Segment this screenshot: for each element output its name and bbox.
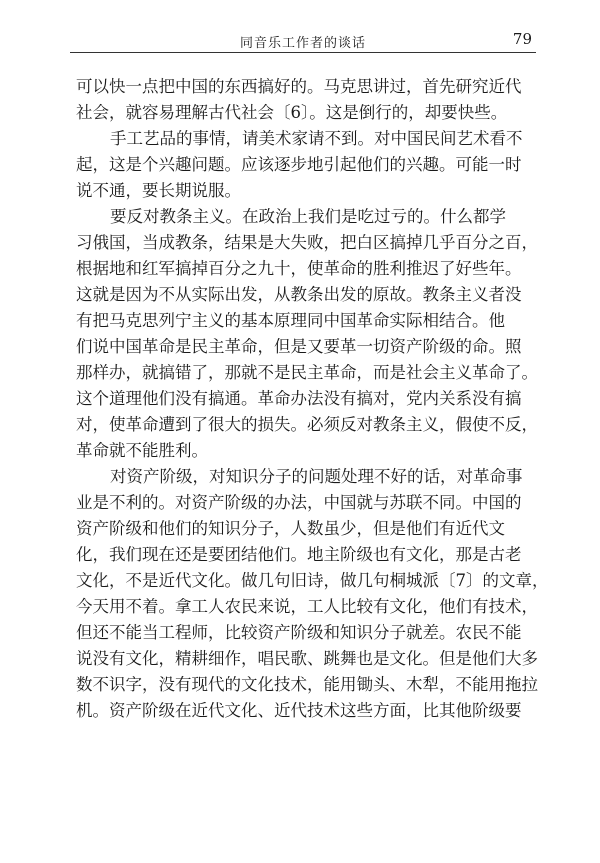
text-line: 社会，就容易理解古代社会〔6〕。这是倒行的，却要快些。: [76, 103, 508, 122]
text-line: 起，这是个兴趣问题。应该逐步地引起他们的兴趣。可能一时: [76, 155, 522, 174]
text-line: 对，使革命遭到了很大的损失。必须反对教条主义，假使不反，: [76, 415, 538, 434]
text-line: 数不识字，没有现代的文化技术，能用锄头、木犁，不能用拖拉: [76, 675, 538, 694]
text-line: 文化，不是近代文化。做几句旧诗，做几句桐城派〔7〕的文章，: [76, 571, 549, 590]
text-line: 这就是因为不从实际出发，从教条出发的原故。教条主义者没: [76, 285, 522, 304]
paragraph: [76, 126, 544, 204]
text-line: 这个道理他们没有搞通。革命办法没有搞对，党内关系没有搞: [76, 389, 522, 408]
text-line: 有把马克思列宁主义的基本原理同中国革命实际相结合。他: [76, 311, 505, 330]
page-header: [70, 30, 536, 53]
text-line: 但还不能当工程师，比较资产阶级和知识分子就差。农民不能: [76, 623, 522, 642]
text-line: 对资产阶级，对知识分子的问题处理不好的话，对革命事: [110, 467, 523, 486]
paragraph: [76, 74, 544, 126]
running-title: 同音乐工作者的谈话: [239, 36, 366, 51]
text-line: 化，我们现在还是要团结他们。地主阶级也有文化，那是古老: [76, 545, 522, 564]
text-line: 革命就不能胜利。: [76, 441, 208, 460]
text-line: 机。资产阶级在近代文化、近代技术这些方面，比其他阶级要: [76, 701, 522, 720]
text-line: 要反对教条主义。在政治上我们是吃过亏的。什么都学: [110, 207, 506, 226]
text-line: 今天用不着。拿工人农民来说，工人比较有文化，他们有技术，: [76, 597, 538, 616]
text-line: 习俄国，当成教条，结果是大失败，把白区搞掉几乎百分之百，: [76, 233, 538, 252]
paragraph: [76, 204, 544, 464]
text-line: 可以快一点把中国的东西搞好的。马克思讲过，首先研究近代: [76, 77, 522, 96]
text-line: 那样办，就搞错了，那就不是民主革命，而是社会主义革命了。: [76, 363, 538, 382]
text-line: 说没有文化，精耕细作，唱民歌、跳舞也是文化。但是他们大多: [76, 649, 538, 668]
body-text: [76, 74, 549, 724]
paragraph: [76, 464, 549, 724]
text-line: 手工艺品的事情，请美术家请不到。对中国民间艺术看不: [110, 129, 523, 148]
page-number: 79: [512, 30, 532, 48]
text-line: 业是不利的。对资产阶级的办法，中国就与苏联不同。中国的: [76, 493, 522, 512]
text-line: 资产阶级和他们的知识分子，人数虽少，但是他们有近代文: [76, 519, 505, 538]
text-line: 说不通，要长期说服。: [76, 181, 241, 200]
text-line: 根据地和红军搞掉百分之九十，使革命的胜利推迟了好些年。: [76, 259, 522, 278]
text-line: 们说中国革命是民主革命，但是又要革一切资产阶级的命。照: [76, 337, 522, 356]
